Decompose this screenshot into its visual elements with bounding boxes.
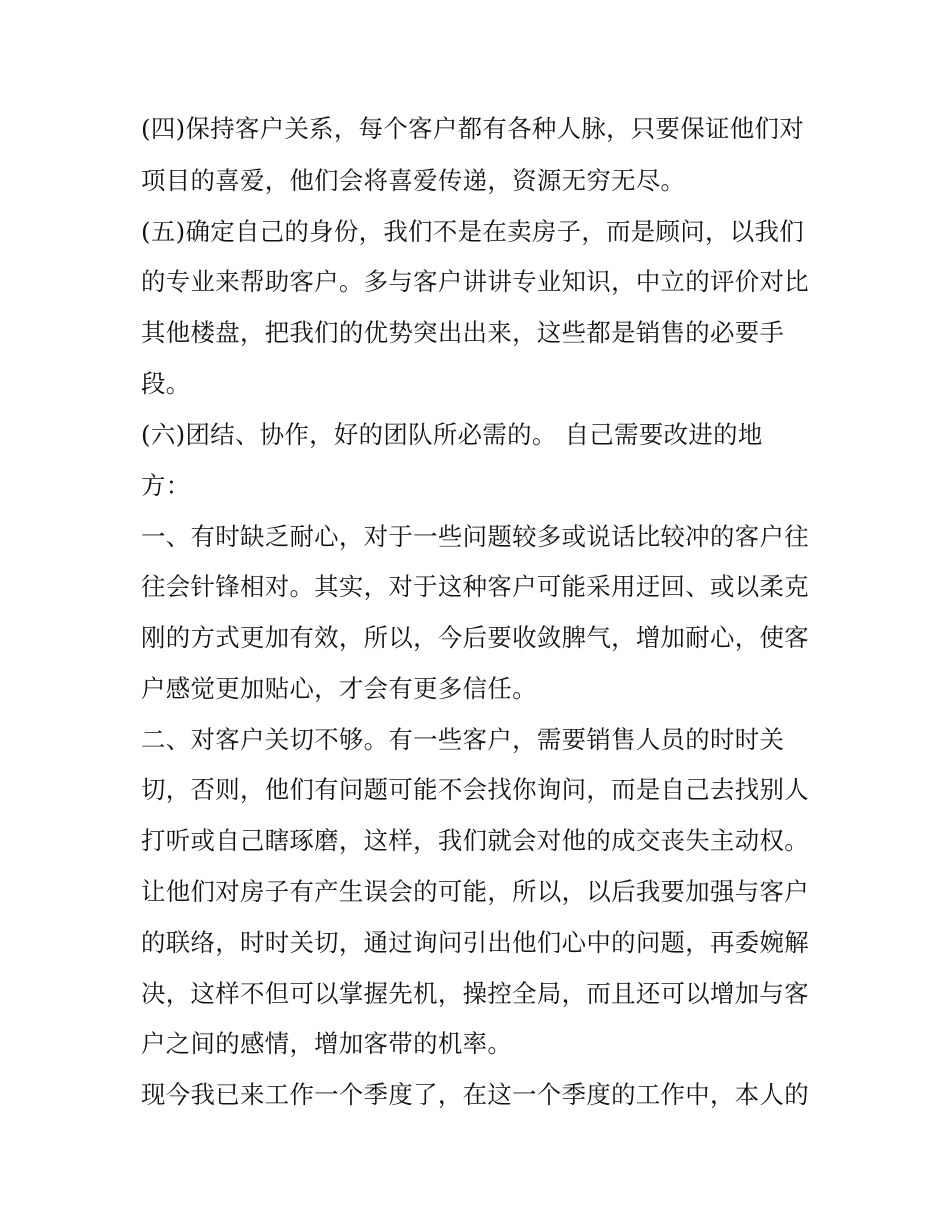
text-line: 决，这样不但可以掌握先机，操控全局，而且还可以增加与客 bbox=[141, 979, 809, 1008]
text-line: 现今我已来工作一个季度了，在这一个季度的工作中，本人的 bbox=[141, 1080, 809, 1109]
text-line: 项目的喜爱，他们会将喜爱传递，资源无穷无尽。 bbox=[141, 166, 686, 195]
text-line: 的专业来帮助客户。多与客户讲讲专业知识，中立的评价对比 bbox=[141, 267, 809, 296]
text-line: 户之间的感情，增加客带的机率。 bbox=[141, 1029, 513, 1058]
text-line: 刚的方式更加有效，所以，今后要收敛脾气，增加耐心，使客 bbox=[141, 623, 809, 652]
text-line: (五)确定自己的身份，我们不是在卖房子，而是顾问，以我们 bbox=[141, 217, 804, 246]
text-line: 打听或自己瞎琢磨，这样，我们就会对他的成交丧失主动权。 bbox=[141, 826, 809, 855]
text-line: 一、有时缺乏耐心，对于一些问题较多或说话比较冲的客户往 bbox=[141, 522, 809, 551]
text-line: 方： bbox=[141, 471, 191, 500]
text-line: 让他们对房子有产生误会的可能，所以，以后我要加强与客户 bbox=[141, 877, 809, 906]
text-line: 段。 bbox=[141, 369, 191, 398]
text-line: 切，否则，他们有问题可能不会找你询问，而是自己去找别人 bbox=[141, 775, 809, 804]
text-line: 其他楼盘，把我们的优势突出出来，这些都是销售的必要手 bbox=[141, 318, 785, 347]
text-line: 户感觉更加贴心，才会有更多信任。 bbox=[141, 674, 537, 703]
text-line: (四)保持客户关系，每个客户都有各种人脉，只要保证他们对 bbox=[141, 114, 804, 143]
text-line: (六)团结、协作，好的团队所必需的。 自己需要改进的地 bbox=[141, 420, 763, 449]
text-line: 的联络，时时关切，通过询问引出他们心中的问题，再委婉解 bbox=[141, 928, 809, 957]
text-line: 二、对客户关切不够。有一些客户，需要销售人员的时时关 bbox=[141, 725, 785, 754]
text-line: 往会针锋相对。其实，对于这种客户可能采用迂回、或以柔克 bbox=[141, 572, 809, 601]
